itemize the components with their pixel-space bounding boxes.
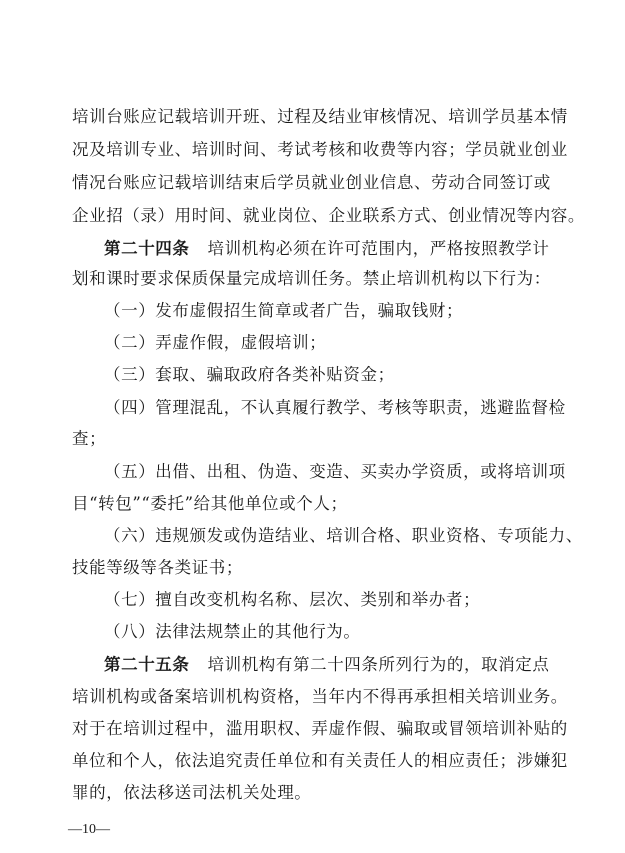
article-25-continuation: 培训机构或备案培训机构资格，当年内不得再承担相关培训业务。 xyxy=(72,687,568,706)
article-24-item: （四）管理混乱，不认真履行教学、考核等职责，逃避监督检 xyxy=(104,398,566,417)
article-24-item-continuation: 目“转包”“委托”给其他单位或个人； xyxy=(72,494,348,513)
page-number: —10— xyxy=(68,822,110,837)
article-24-item: （六）违规颁发或伪造结业、培训合格、职业资格、专项能力、 xyxy=(104,526,583,545)
article-24-continuation: 划和课时要求保质保量完成培训任务。禁止培训机构以下行为： xyxy=(72,269,551,288)
paragraph-line: 情况台账应记载培训结束后学员就业创业信息、劳动合同签订或 xyxy=(72,173,551,192)
article-25-continuation: 单位和个人，依法追究责任单位和有关责任人的相应责任；涉嫌犯 xyxy=(72,751,568,770)
article-24-item: （七）擅自改变机构名称、层次、类别和举办者； xyxy=(104,590,481,609)
article-24-item: （二）弄虚作假，虚假培训； xyxy=(104,333,327,352)
article-24-first-line: 培训机构必须在许可范围内，严格按照教学计 xyxy=(207,239,550,258)
paragraph-line: 况及培训专业、培训时间、考试考核和收费等内容；学员就业创业 xyxy=(72,140,568,159)
article-24-item: （八）法律法规禁止的其他行为。 xyxy=(104,622,361,641)
article-25-number: 第二十五条 xyxy=(104,655,190,674)
article-24-item: （三）套取、骗取政府各类补贴资金； xyxy=(104,365,395,384)
paragraph-line: 企业招（录）用时间、就业岗位、企业联系方式、创业情况等内容。 xyxy=(72,206,585,225)
article-25-continuation: 罪的，依法移送司法机关处理。 xyxy=(72,783,312,802)
article-24-number: 第二十四条 xyxy=(104,239,190,258)
article-24-heading-line xyxy=(104,238,556,260)
article-24-item-continuation: 技能等级等各类证书； xyxy=(72,558,243,577)
article-24-item: （五）出借、出租、伪造、变造、买卖办学资质，或将培训项 xyxy=(104,462,566,481)
article-25-heading-line xyxy=(104,654,556,676)
article-25-first-line: 培训机构有第二十四条所列行为的，取消定点 xyxy=(207,655,550,674)
article-24-item-continuation: 查； xyxy=(72,429,107,448)
article-24-item: （一）发布虚假招生简章或者广告，骗取钱财； xyxy=(104,301,464,320)
paragraph-line: 培训台账应记载培训开班、过程及结业审核情况、培训学员基本情 xyxy=(72,107,568,126)
article-25-continuation: 对于在培训过程中，滥用职权、弄虚作假、骗取或冒领培训补贴的 xyxy=(72,719,568,738)
